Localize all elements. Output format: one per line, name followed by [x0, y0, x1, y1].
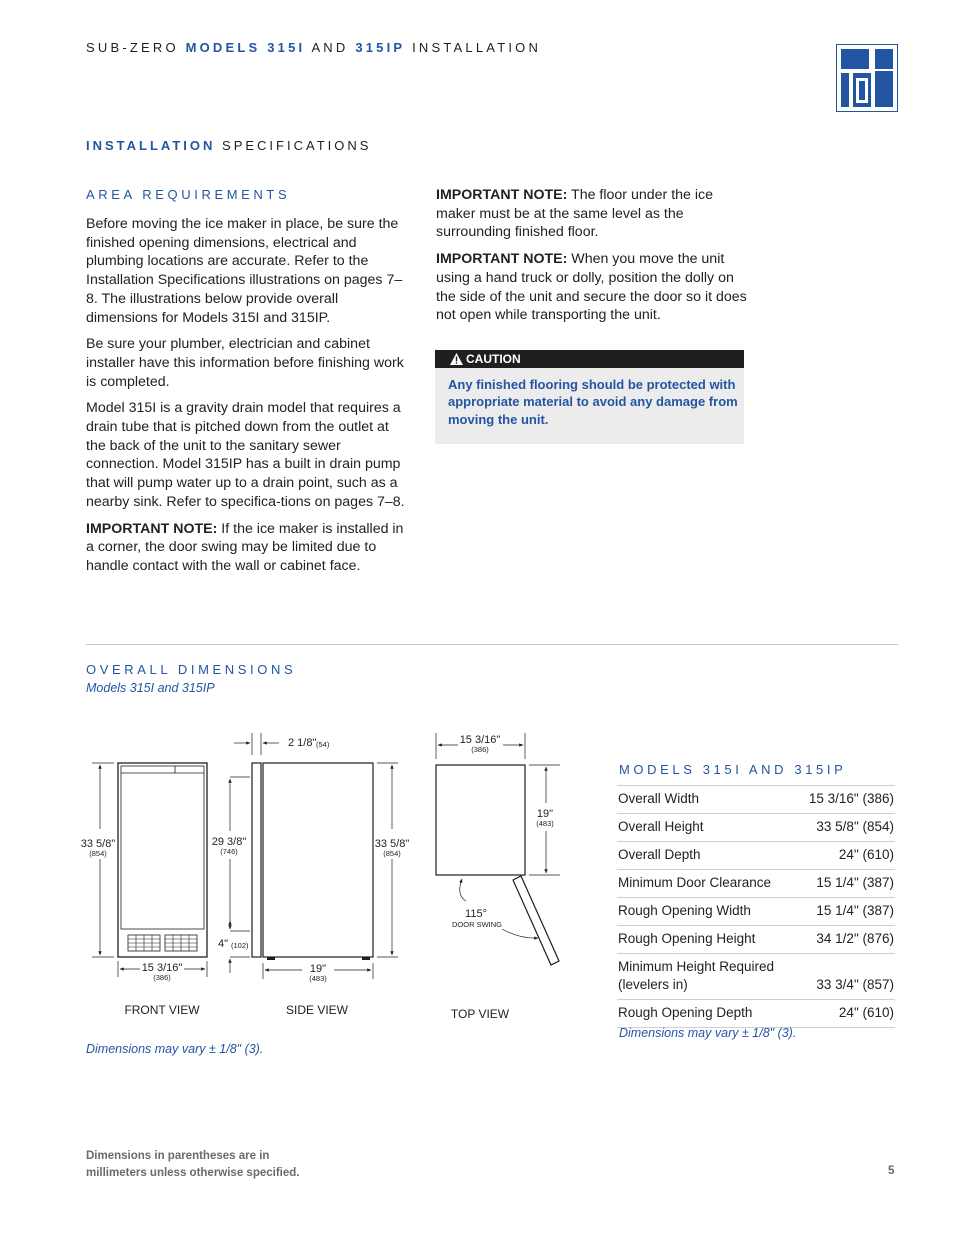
spec-value: 33 3/4" (857) — [808, 954, 895, 1000]
caution-text: Any finished flooring should be protected with appropriate material to avoid any damage from moving the unit. — [448, 377, 738, 427]
front-width-label: 15 3/16" — [141, 962, 183, 974]
front-height-mm-label: (854) — [89, 849, 107, 858]
side-gap-mm-label: (54) — [316, 740, 330, 749]
top-width-mm-label: (386) — [471, 745, 489, 754]
important-note-label: IMPORTANT NOTE: — [86, 520, 218, 537]
table-row — [617, 786, 895, 814]
spec-value: 15 3/16" (386) — [808, 786, 895, 814]
caution-header — [435, 350, 744, 368]
table-row — [617, 814, 895, 842]
side-view-caption: SIDE VIEW — [285, 1003, 349, 1017]
door-swing-label: DOOR SWING — [452, 920, 502, 929]
note-floor — [436, 186, 750, 242]
spec-label: Minimum Height Required (levelers in) — [617, 954, 808, 1000]
top-width-label: 15 3/16" — [459, 734, 501, 746]
header-brand: SUB-ZERO — [86, 40, 179, 55]
front-height-label: 33 5/8" — [80, 838, 116, 850]
side-door-height-label: 29 3/8" — [211, 836, 247, 848]
note-floor-text: The floor under the ice maker must be at the same level as the surrounding finished floor. — [436, 187, 714, 241]
spec-table — [617, 785, 895, 1028]
spec-table-wrapper — [617, 785, 895, 1028]
front-width-mm-label: (386) — [153, 973, 171, 982]
table-row — [617, 898, 895, 926]
spec-label: Minimum Door Clearance — [617, 870, 808, 898]
section-title — [86, 138, 371, 153]
top-view-drawing — [436, 733, 560, 965]
spec-value: 33 5/8" (854) — [808, 814, 895, 842]
side-depth-mm-label: (483) — [309, 974, 327, 983]
section-title-rest: SPECIFICATIONS — [222, 138, 372, 153]
footer-line-2: millimeters unless otherwise specified. — [86, 1167, 300, 1179]
caution-label: CAUTION — [466, 352, 521, 366]
sub-zero-logo — [836, 44, 898, 112]
overall-dimensions-title: OVERALL DIMENSIONS — [86, 662, 297, 677]
area-paragraph-1: Before moving the ice maker in place, be sure the finished opening dimensions, electrical and plumbing locations are accurate. Refer to the Installation Specifications illustrations on pages 7–8. The illustrations below provide overall dimensions for Models 315I and 315IP. — [86, 216, 403, 326]
page-number: 5 — [888, 1165, 895, 1177]
spec-value: 15 1/4" (387) — [808, 870, 895, 898]
spec-table-footnote: Dimensions may vary ± 1/8" (3). — [619, 1026, 797, 1040]
spec-label: Rough Opening Depth — [617, 1000, 808, 1028]
footer-line-1: Dimensions in parentheses are in — [86, 1150, 270, 1162]
warning-triangle-icon — [450, 353, 463, 365]
spec-table-title: MODELS 315I AND 315IP — [619, 762, 847, 777]
area-requirements-body — [86, 215, 408, 584]
area-paragraph-4 — [86, 520, 408, 576]
top-view-caption: TOP VIEW — [450, 1007, 510, 1021]
spec-label: Rough Opening Width — [617, 898, 808, 926]
front-view-drawing — [92, 763, 207, 977]
side-gap-label: 2 1/8" — [288, 737, 317, 749]
header-and: AND — [311, 40, 349, 55]
notes-column — [436, 186, 750, 333]
logo-mark-icon — [837, 45, 897, 111]
running-header — [86, 40, 541, 55]
section-title-bold: INSTALLATION — [86, 138, 216, 153]
top-depth-label: 19" — [536, 808, 554, 820]
spec-label: Overall Depth — [617, 842, 808, 870]
note-dolly-text: When you move the unit using a hand truck or dolly, position the dolly on the side of the unit and secure the door so it does not open while transporting the unit. — [436, 251, 747, 324]
side-door-height-mm-label: (746) — [220, 847, 238, 856]
area-requirements-title: AREA REQUIREMENTS — [86, 187, 291, 202]
section-divider — [86, 644, 898, 645]
note-floor-label: IMPORTANT NOTE: — [436, 187, 568, 203]
side-height-mm-label: (854) — [383, 849, 401, 858]
footer-note — [86, 1148, 299, 1182]
table-row — [617, 870, 895, 898]
header-installation: INSTALLATION — [412, 40, 542, 55]
header-models: MODELS 315I — [185, 40, 306, 55]
overall-dimensions-subtitle: Models 315I and 315IP — [86, 681, 215, 695]
swing-angle-label: 115° — [465, 908, 487, 920]
spec-label: Rough Opening Height — [617, 926, 808, 954]
important-note-text: If the ice maker is installed in a corner, the door swing may be limited due to handle contact with the wall or cabinet face. — [86, 520, 404, 574]
table-row — [617, 1000, 895, 1028]
table-row — [617, 954, 895, 1000]
top-depth-mm-label: (483) — [536, 819, 554, 828]
spec-value: 15 1/4" (387) — [808, 898, 895, 926]
side-height-label: 33 5/8" — [374, 838, 410, 850]
spec-label: Overall Width — [617, 786, 808, 814]
spec-value: 24" (610) — [808, 1000, 895, 1028]
side-base-mm-label: (102) — [231, 941, 249, 950]
note-dolly — [436, 250, 750, 325]
side-depth-label: 19" — [309, 963, 327, 975]
front-view-caption: FRONT VIEW — [124, 1003, 200, 1017]
note-dolly-label: IMPORTANT NOTE: — [436, 251, 568, 268]
header-model2: 315IP — [355, 40, 406, 55]
area-paragraph-3: Model 315I is a gravity drain model that requires a drain tube that is pitched down from the outlet at the back of the unit to the sanitary sewer connection. Model 315IP has a built in drain pump that will pump water up to a drain point, such as a nearby sink. Refer to specifica-tions on pages 7–8. — [86, 400, 405, 510]
table-row — [617, 842, 895, 870]
side-base-label: 4" — [218, 938, 229, 950]
table-row — [617, 926, 895, 954]
spec-label: Overall Height — [617, 814, 808, 842]
diagram-footnote: Dimensions may vary ± 1/8" (3). — [86, 1042, 264, 1056]
spec-value: 24" (610) — [808, 842, 895, 870]
dimension-diagram — [80, 725, 580, 1035]
area-paragraph-2: Be sure your plumber, electrician and cabinet installer have this information before finishing work is completed. — [86, 336, 404, 390]
spec-value: 34 1/2" (876) — [808, 926, 895, 954]
side-view-drawing — [230, 733, 398, 979]
